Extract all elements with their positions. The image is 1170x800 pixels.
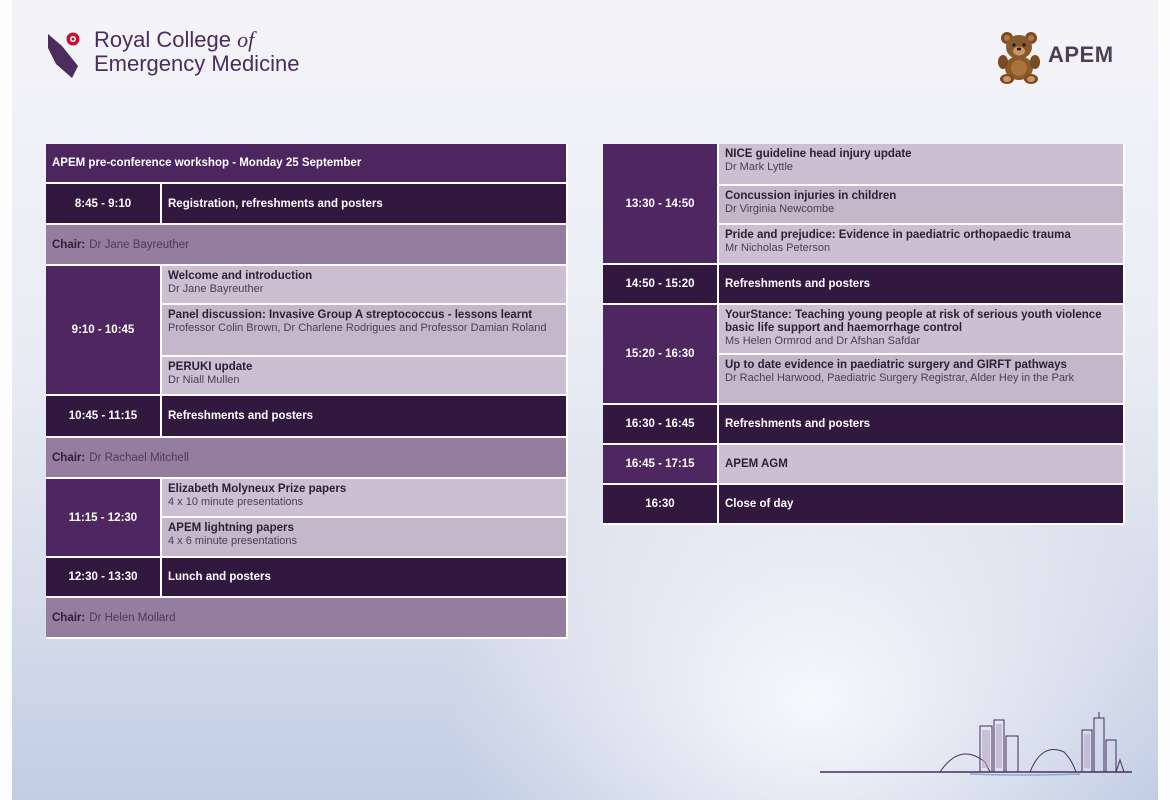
item-title: NICE guideline head injury update [725, 148, 912, 160]
table-row [603, 485, 1125, 525]
workshop-title: APEM pre-conference workshop - Monday 25 September [46, 144, 568, 184]
item-speaker: Ms Helen Ormrod and Dr Afshan Safdar [725, 335, 921, 347]
chair-row [46, 225, 568, 266]
session-title: Lunch and posters [162, 558, 568, 598]
session-item [719, 225, 1125, 265]
table-row [46, 396, 568, 438]
rcem-line2: Emergency Medicine [94, 51, 300, 76]
apem-wordmark: APEM [1048, 42, 1114, 67]
item-title: Elizabeth Molyneux Prize papers [168, 483, 347, 495]
chair-label: Chair: [52, 238, 86, 251]
item-speaker: Dr Mark Lyttle [725, 161, 794, 173]
programme-page [12, 0, 1158, 800]
session-time: 10:45 - 11:15 [46, 396, 162, 438]
session-title: Refreshments and posters [719, 265, 1125, 305]
item-title: Up to date evidence in paediatric surgery and GIRFT pathways [725, 359, 1067, 371]
session-time: 13:30 - 14:50 [603, 144, 719, 265]
session-time: 16:30 - 16:45 [603, 405, 719, 445]
session-item [162, 518, 568, 558]
apem-logo [994, 30, 1134, 84]
chair-name: Dr Helen Mollard [89, 611, 176, 624]
session-time: 15:20 - 16:30 [603, 305, 719, 405]
session-item [719, 186, 1125, 225]
item-speaker: Dr Virginia Newcombe [725, 203, 835, 215]
item-speaker: Dr Jane Bayreuther [168, 283, 264, 295]
item-title: YourStance: Teaching young people at risk of serious youth violence basic life support and haemorrhage control [725, 309, 1102, 334]
table-row [46, 266, 568, 396]
item-speaker: Dr Rachel Harwood, Paediatric Surgery Registrar, Alder Hey in the Park [725, 372, 1075, 384]
rcem-wordmark [94, 28, 299, 76]
table-row [603, 305, 1125, 405]
session-item [719, 305, 1125, 355]
item-speaker: Professor Colin Brown, Dr Charlene Rodrigues and Professor Damian Roland [168, 322, 547, 334]
page-margin-left [0, 0, 12, 800]
item-speaker: Dr Niall Mullen [168, 374, 240, 386]
rcem-logo [46, 28, 336, 84]
session-time: 11:15 - 12:30 [46, 479, 162, 558]
session-time: 8:45 - 9:10 [46, 184, 162, 225]
item-title: Welcome and introduction [168, 270, 313, 282]
item-title: APEM lightning papers [168, 522, 294, 534]
table-row [603, 144, 1125, 265]
session-time: 9:10 - 10:45 [46, 266, 162, 396]
chair-name: Dr Rachael Mitchell [89, 451, 189, 464]
session-time: 16:30 [603, 485, 719, 525]
table-row [46, 479, 568, 558]
session-title: Refreshments and posters [162, 396, 568, 438]
table-row [603, 265, 1125, 305]
session-time: 16:45 - 17:15 [603, 445, 719, 485]
session-time: 12:30 - 13:30 [46, 558, 162, 598]
page-margin-right [1158, 0, 1170, 800]
rcem-of: of [237, 27, 255, 52]
table-row [46, 558, 568, 598]
rcem-line1: Royal College [94, 27, 231, 52]
item-speaker: 4 x 10 minute presentations [168, 496, 304, 508]
session-item [162, 357, 568, 396]
session-title: Close of day [719, 485, 1125, 525]
item-speaker: 4 x 6 minute presentations [168, 535, 298, 547]
session-title: Registration, refreshments and posters [162, 184, 568, 225]
item-title: Concussion injuries in children [725, 190, 897, 202]
session-item [162, 266, 568, 305]
item-title: PERUKI update [168, 361, 253, 373]
chair-name: Dr Jane Bayreuther [89, 238, 189, 251]
session-item [162, 479, 568, 518]
session-title: Refreshments and posters [719, 405, 1125, 445]
teddy-bear-icon [994, 30, 1046, 84]
session-item [719, 144, 1125, 186]
table-row [603, 445, 1125, 485]
table-row [46, 184, 568, 225]
city-skyline-illustration [820, 712, 1140, 778]
session-item [162, 305, 568, 357]
item-speaker: Mr Nicholas Peterson [725, 242, 831, 254]
item-title: Panel discussion: Invasive Group A streptococcus - lessons learnt [168, 309, 533, 321]
chair-row [46, 598, 568, 639]
item-title: Pride and prejudice: Evidence in paediatric orthopaedic trauma [725, 229, 1071, 241]
chair-row [46, 438, 568, 479]
session-title: APEM AGM [719, 445, 1125, 485]
chair-label: Chair: [52, 611, 86, 624]
rcem-logo-icon [46, 30, 86, 80]
table-row [603, 405, 1125, 445]
session-item [719, 355, 1125, 405]
chair-label: Chair: [52, 451, 86, 464]
session-time: 14:50 - 15:20 [603, 265, 719, 305]
